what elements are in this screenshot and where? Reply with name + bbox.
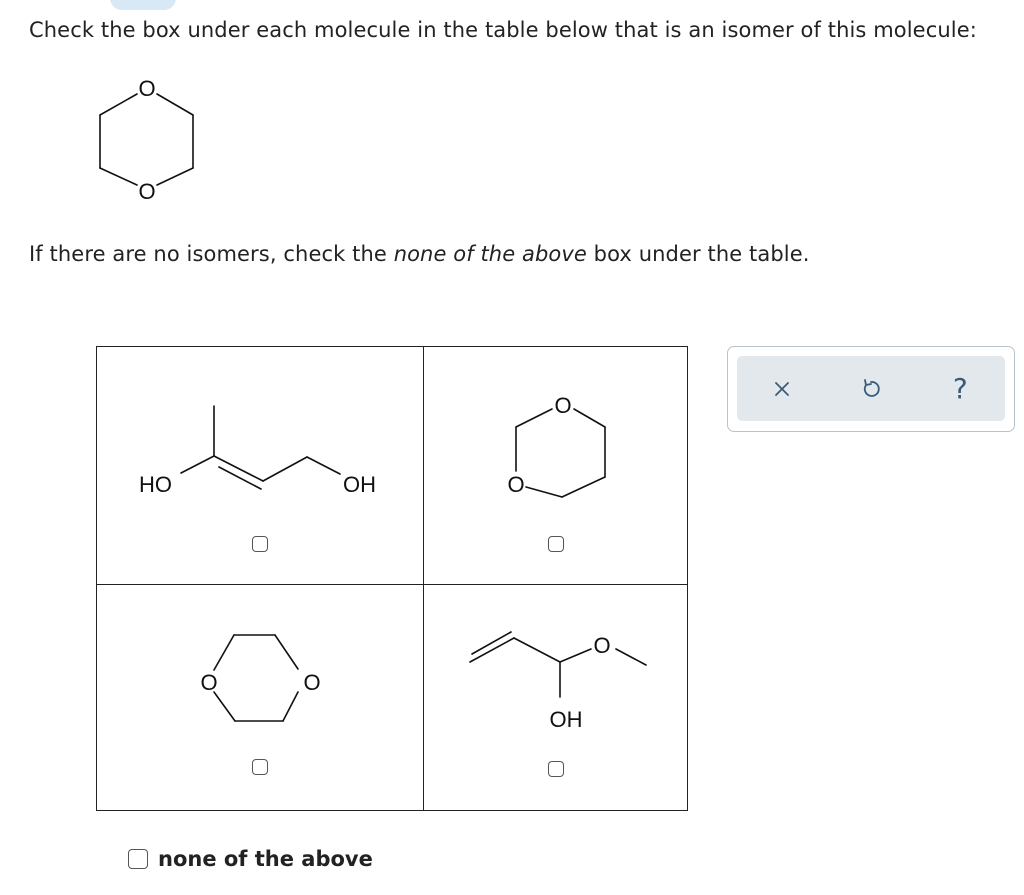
option-checkbox[interactable] [252,536,268,552]
atom-label: OH [549,707,583,732]
help-icon: ? [952,371,968,405]
question-instruction [29,240,810,268]
answer-cell [97,347,424,585]
answer-cell [424,347,688,585]
undo-icon [859,377,883,401]
none-of-the-above-label: none of the above [158,847,373,871]
instruction-emphasis: none of the above [393,242,587,266]
atom-label: O [138,179,156,204]
atom-label: OH [343,472,376,497]
atom-label: O [554,393,572,418]
instruction-text: box under the table. [586,242,810,266]
answer-table [96,346,688,811]
question-prompt: Check the box under each molecule in the table below that is an isomer of this molecule: [29,18,977,42]
help-button[interactable] [942,371,978,407]
target-molecule [90,72,210,212]
instruction-text: If there are no isomers, check the [29,242,394,266]
atom-label: O [593,633,611,658]
none-of-the-above-option[interactable] [128,846,373,872]
answer-toolbar [727,346,1015,432]
toolbar-buttons [737,356,1005,421]
clear-button[interactable] [764,371,800,407]
molecule-option-c [97,585,423,810]
answer-cell [97,585,424,811]
none-of-the-above-checkbox[interactable] [128,849,148,869]
table-row [97,347,688,585]
undo-button[interactable] [853,371,889,407]
option-checkbox[interactable] [548,536,564,552]
atom-label: HO [139,472,172,497]
atom-label: O [507,472,525,497]
table-row [97,585,688,811]
atom-label: O [200,670,218,695]
top-tab[interactable] [110,0,176,10]
close-icon [773,380,791,398]
atom-label: O [303,670,321,695]
atom-label: O [138,76,156,101]
option-checkbox[interactable] [252,759,268,775]
answer-cell [424,585,688,811]
option-checkbox[interactable] [548,761,564,777]
